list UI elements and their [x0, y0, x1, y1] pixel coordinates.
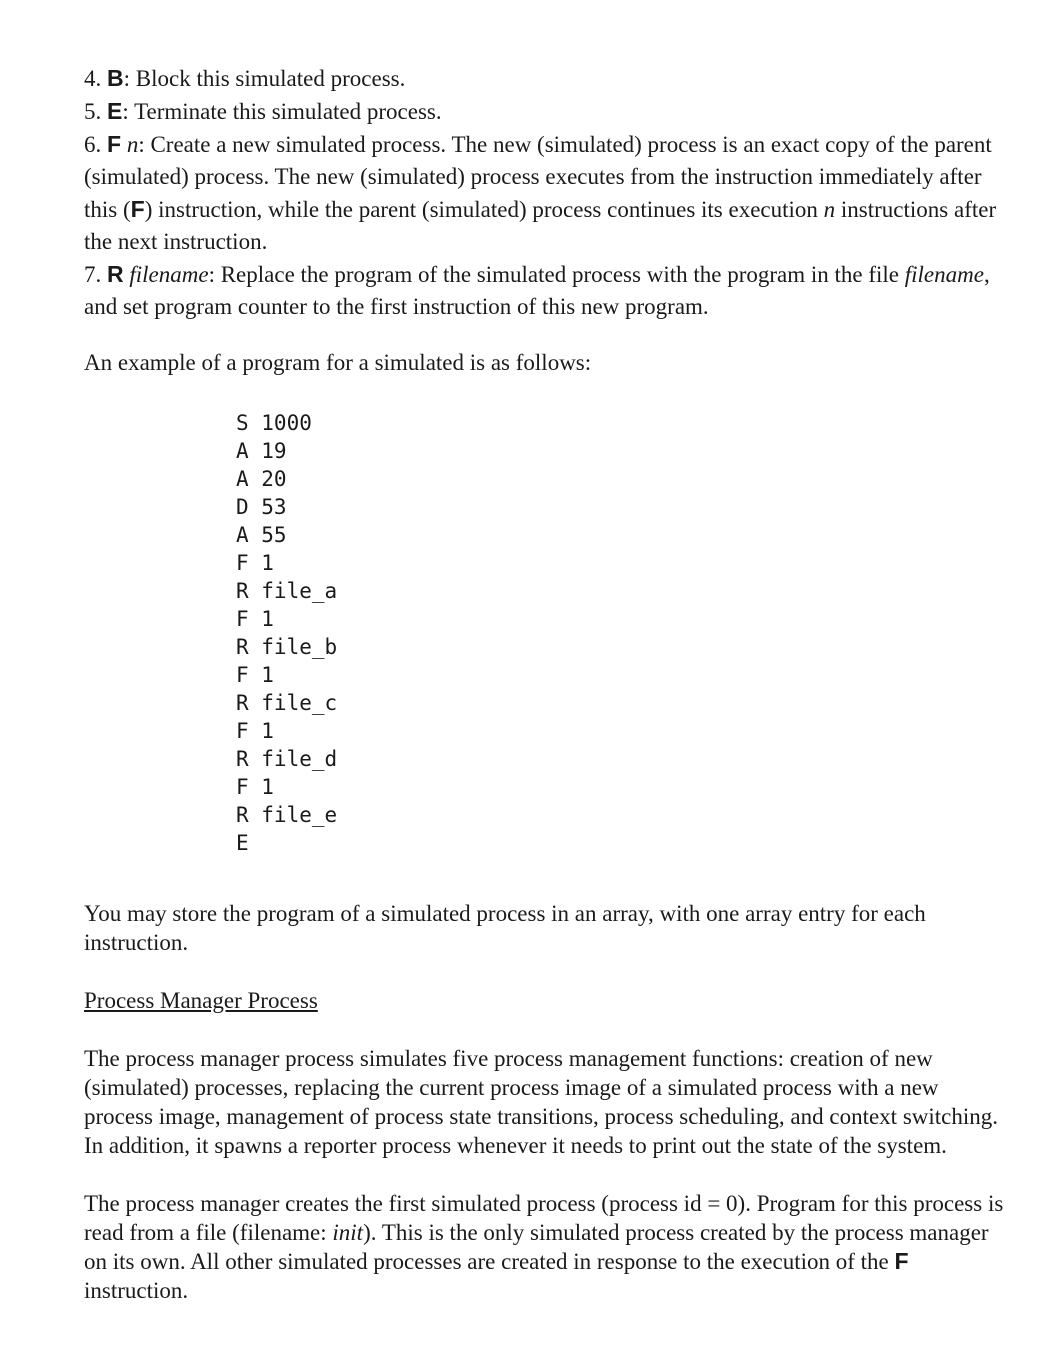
store-note: You may store the program of a simulated process in an array, with one array entry for each instruction. — [84, 901, 926, 955]
document-page — [84, 62, 1004, 1305]
program-line: R file_b — [236, 635, 338, 659]
program-line: A 19 — [236, 439, 287, 463]
instruction-7: 7. R filename: Replace the program of the simulated process with the program in the file filename, and set program counter to the first instruction of this new program. — [84, 261, 990, 319]
program-line: A 55 — [236, 523, 287, 547]
program-line: F 1 — [236, 551, 274, 575]
instruction-4: 4. B: Block this simulated process. — [84, 65, 406, 91]
paragraph-process-manager: The process manager process simulates five process management functions: creation of new (simulated) processes, replacing the current process image of a simulated process with a new process image, management of process state transitions, process scheduling, and context switching. In addition, it spawns a reporter process whenever it needs to print out the state of the system. — [84, 1046, 999, 1158]
instruction-code: R — [107, 261, 124, 287]
program-line: R file_d — [236, 747, 338, 771]
program-line: F 1 — [236, 663, 274, 687]
instruction-5: 5. E: Terminate this simulated process. — [84, 98, 442, 124]
program-line: F 1 — [236, 775, 274, 799]
instruction-6: 6. F n: Create a new simulated process. The new (simulated) process is an exact copy of the parent (simulated) process. The new (simulated) process executes from the instruction immediately after this (F) instruction, while the parent (simulated) process continues its execution n instructions after the next instruction. — [84, 131, 997, 254]
program-line: E — [236, 831, 249, 855]
paragraph-first-process: The process manager creates the first simulated process (process id = 0). Program for this process is read from a file (filename: init). This is the only simulated process created by the process manager on its own. All other simulated processes are created in response to the execution of the F instruction. — [84, 1191, 1004, 1303]
instruction-code: F — [894, 1248, 909, 1274]
program-line: F 1 — [236, 607, 274, 631]
instruction-code: B — [107, 65, 124, 91]
program-line: D 53 — [236, 495, 287, 519]
instruction-code: E — [107, 98, 123, 124]
section-heading: Process Manager Process — [84, 988, 318, 1013]
instruction-code: F — [107, 131, 122, 157]
example-intro: An example of a program for a simulated is as follows: — [84, 350, 592, 375]
program-line: R file_c — [236, 691, 338, 715]
program-listing — [236, 409, 1004, 857]
program-line: A 20 — [236, 467, 287, 491]
program-line: R file_a — [236, 579, 338, 603]
program-line: S 1000 — [236, 411, 312, 435]
program-line: R file_e — [236, 803, 338, 827]
program-line: F 1 — [236, 719, 274, 743]
